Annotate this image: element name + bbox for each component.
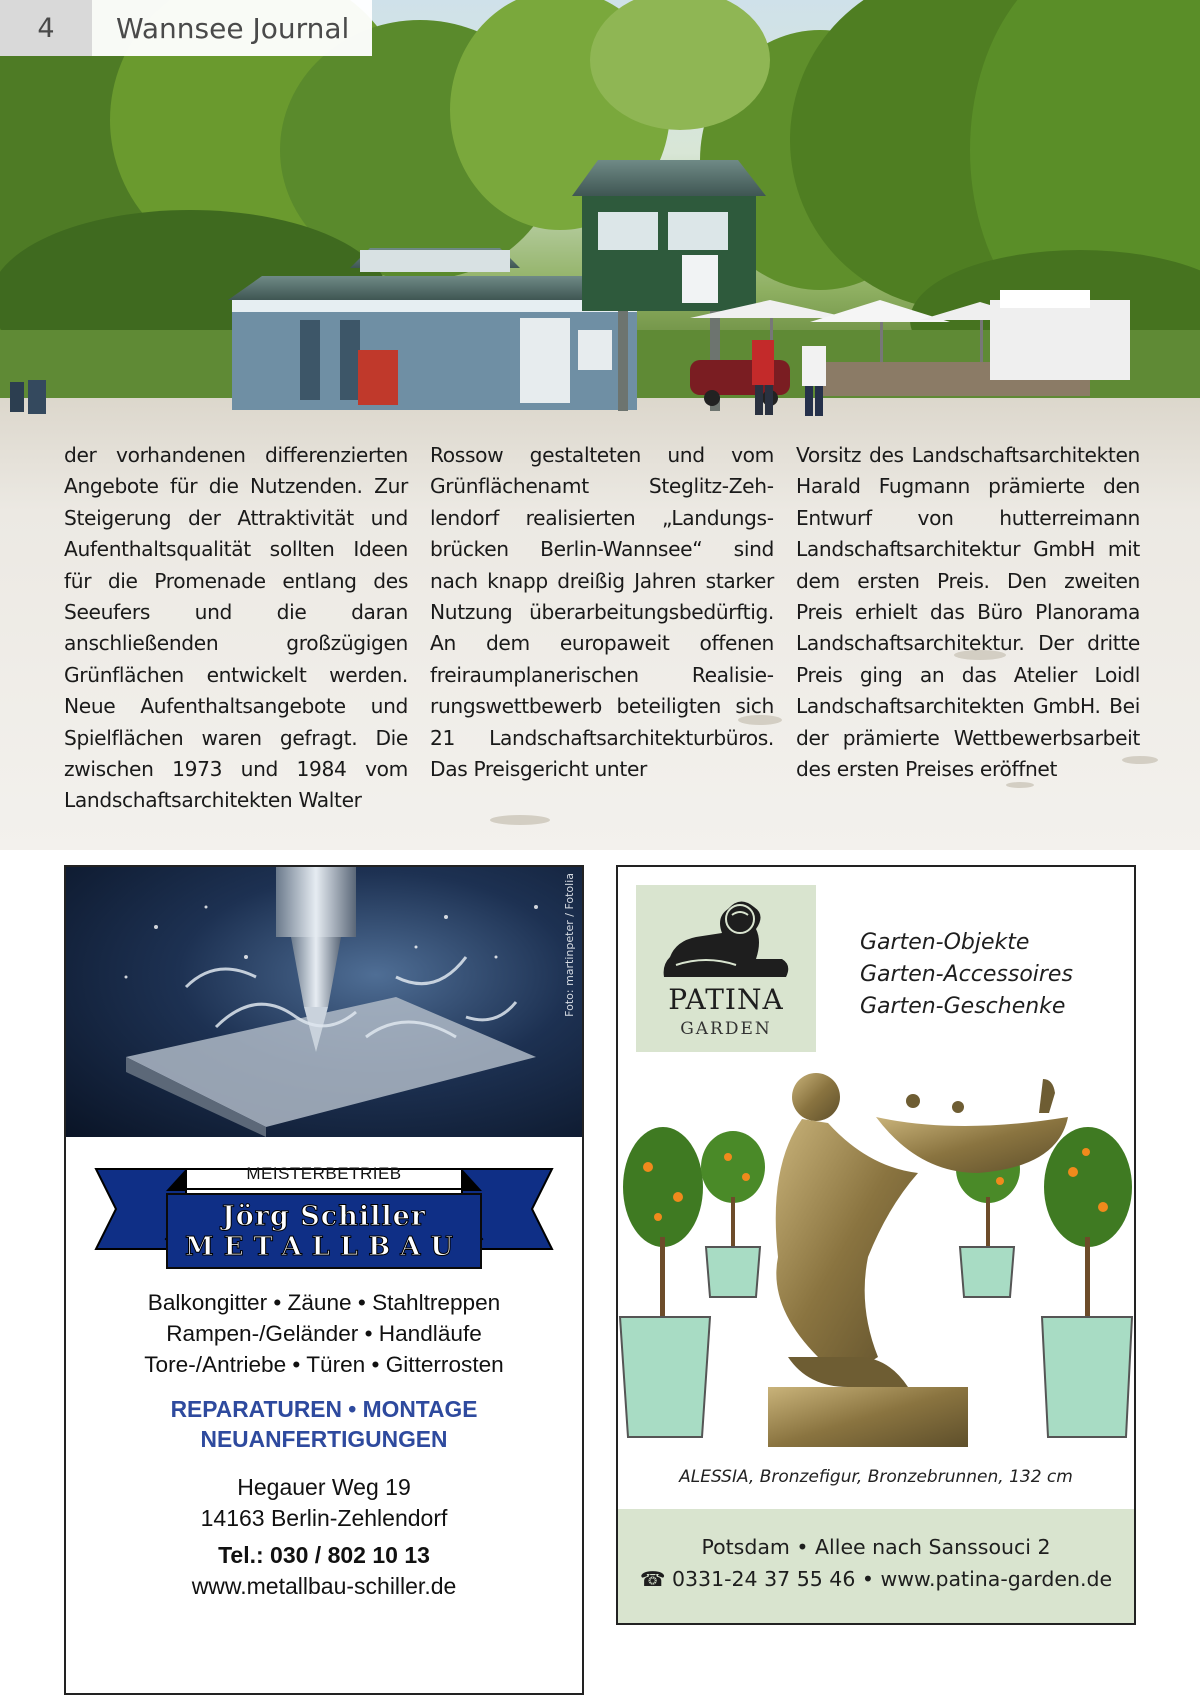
article-column-2: Rossow gestalteten und vom Grünflächenamt Steglitz-Zehlendorf realisierten „Landungsbrücken Berlin-Wannsee“ sind nach knapp dreißig Jahren starker Nutzung überarbeitungsbedürftig. An dem europaweit offenen freiraumplanerischen Realisierungswettbewerb beteiligten sich 21 Landschaftsarchitekturbüros. Das Preisgericht unter bbox=[430, 443, 774, 782]
services-list bbox=[66, 1287, 582, 1380]
page-number: 4 bbox=[0, 0, 92, 56]
hero-photo bbox=[0, 0, 1200, 850]
patina-contact bbox=[618, 1531, 1134, 1595]
product-caption: ALESSIA, Bronzefigur, Bronzebrunnen, 132 cm bbox=[679, 1467, 1073, 1487]
drill-photo bbox=[66, 867, 582, 1137]
meisterbetrieb-label: MEISTERBETRIEB bbox=[246, 1164, 402, 1183]
article-columns bbox=[64, 440, 1140, 817]
page-header bbox=[0, 0, 372, 56]
patina-footer bbox=[618, 1509, 1134, 1623]
category-item: Garten-Accessoires bbox=[860, 962, 1073, 987]
journal-name: Wannsee Journal bbox=[116, 11, 350, 45]
lion-icon bbox=[636, 885, 816, 985]
metallbau-website[interactable]: www.metallbau-schiller.de bbox=[191, 1573, 457, 1599]
repair-line: REPARATUREN • MONTAGE bbox=[170, 1396, 478, 1422]
company-trade: METALLBAU bbox=[184, 1232, 464, 1262]
category-item: Garten-Objekte bbox=[860, 930, 1030, 955]
patina-logo bbox=[636, 885, 816, 1052]
article-column-3: Vorsitz des Landschaftsarchitekten Harald Fugmann prämierte den Entwurf von hutterreimann Landschaftsarchitektur GmbH mit dem ersten Preis. Den zweiten Preis erhielt das Büro Planorama Landschaftsarchitektur. Der dritte Preis ging an das Atelier Loidl Landschaftsarchitekten GmbH. Bei der prämierte Wettbewerbsarbeit des ersten Preises eröffnet bbox=[796, 443, 1140, 782]
category-item: Garten-Geschenke bbox=[860, 994, 1066, 1019]
drill-illustration bbox=[66, 867, 582, 1137]
product-categories bbox=[860, 927, 1073, 1023]
service-line: Rampen-/Geländer • Handläufe bbox=[166, 1321, 482, 1346]
repair-slogan bbox=[66, 1394, 582, 1454]
article-column-1: der vorhandenen differenzierten Angebote für die Nutzenden. Zur Steigerung der Attraktivität und Aufenthaltsqualität sollten Ideen für die Promenade entlang des Seeufers und die daran anschließenden großzügigen Grünflächen entwickelt werden. Neue Aufenthaltsangebote und Spielflächen waren gefragt. Die zwischen 1973 und 1984 vom Landschaftsarchitekten Walter bbox=[64, 443, 408, 813]
patina-address: Potsdam • Allee nach Sanssouci 2 bbox=[701, 1535, 1051, 1559]
brand-subtitle: GARDEN bbox=[680, 1019, 772, 1039]
patina-garden-ad bbox=[616, 865, 1136, 1625]
patina-contact-line bbox=[618, 1563, 1134, 1595]
phone-icon: ☎ bbox=[639, 1567, 666, 1591]
city: 14163 Berlin-Zehlendorf bbox=[200, 1505, 448, 1531]
service-line: Tore-/Antriebe • Türen • Gitterrosten bbox=[144, 1352, 504, 1377]
bronze-figure bbox=[768, 1073, 1068, 1447]
photo-credit: Foto: martinpeter / Fotolia bbox=[563, 873, 576, 1017]
metallbau-ad bbox=[64, 865, 584, 1695]
repair-line: NEUANFERTIGUNGEN bbox=[200, 1426, 448, 1452]
fountain-illustration bbox=[618, 1057, 1134, 1457]
street: Hegauer Weg 19 bbox=[237, 1474, 411, 1500]
brand-name: PATINA bbox=[668, 983, 784, 1016]
service-line: Balkongitter • Zäune • Stahltreppen bbox=[147, 1290, 501, 1315]
metallbau-address bbox=[66, 1472, 582, 1534]
patina-phone-web[interactable]: 0331-24 37 55 46 • www.patina-garden.de bbox=[671, 1567, 1113, 1591]
metallbau-phone: Tel.: 030 / 802 10 13 bbox=[218, 1542, 430, 1568]
owner-name: Jörg Schiller bbox=[221, 1201, 427, 1232]
company-name-box bbox=[166, 1193, 482, 1269]
